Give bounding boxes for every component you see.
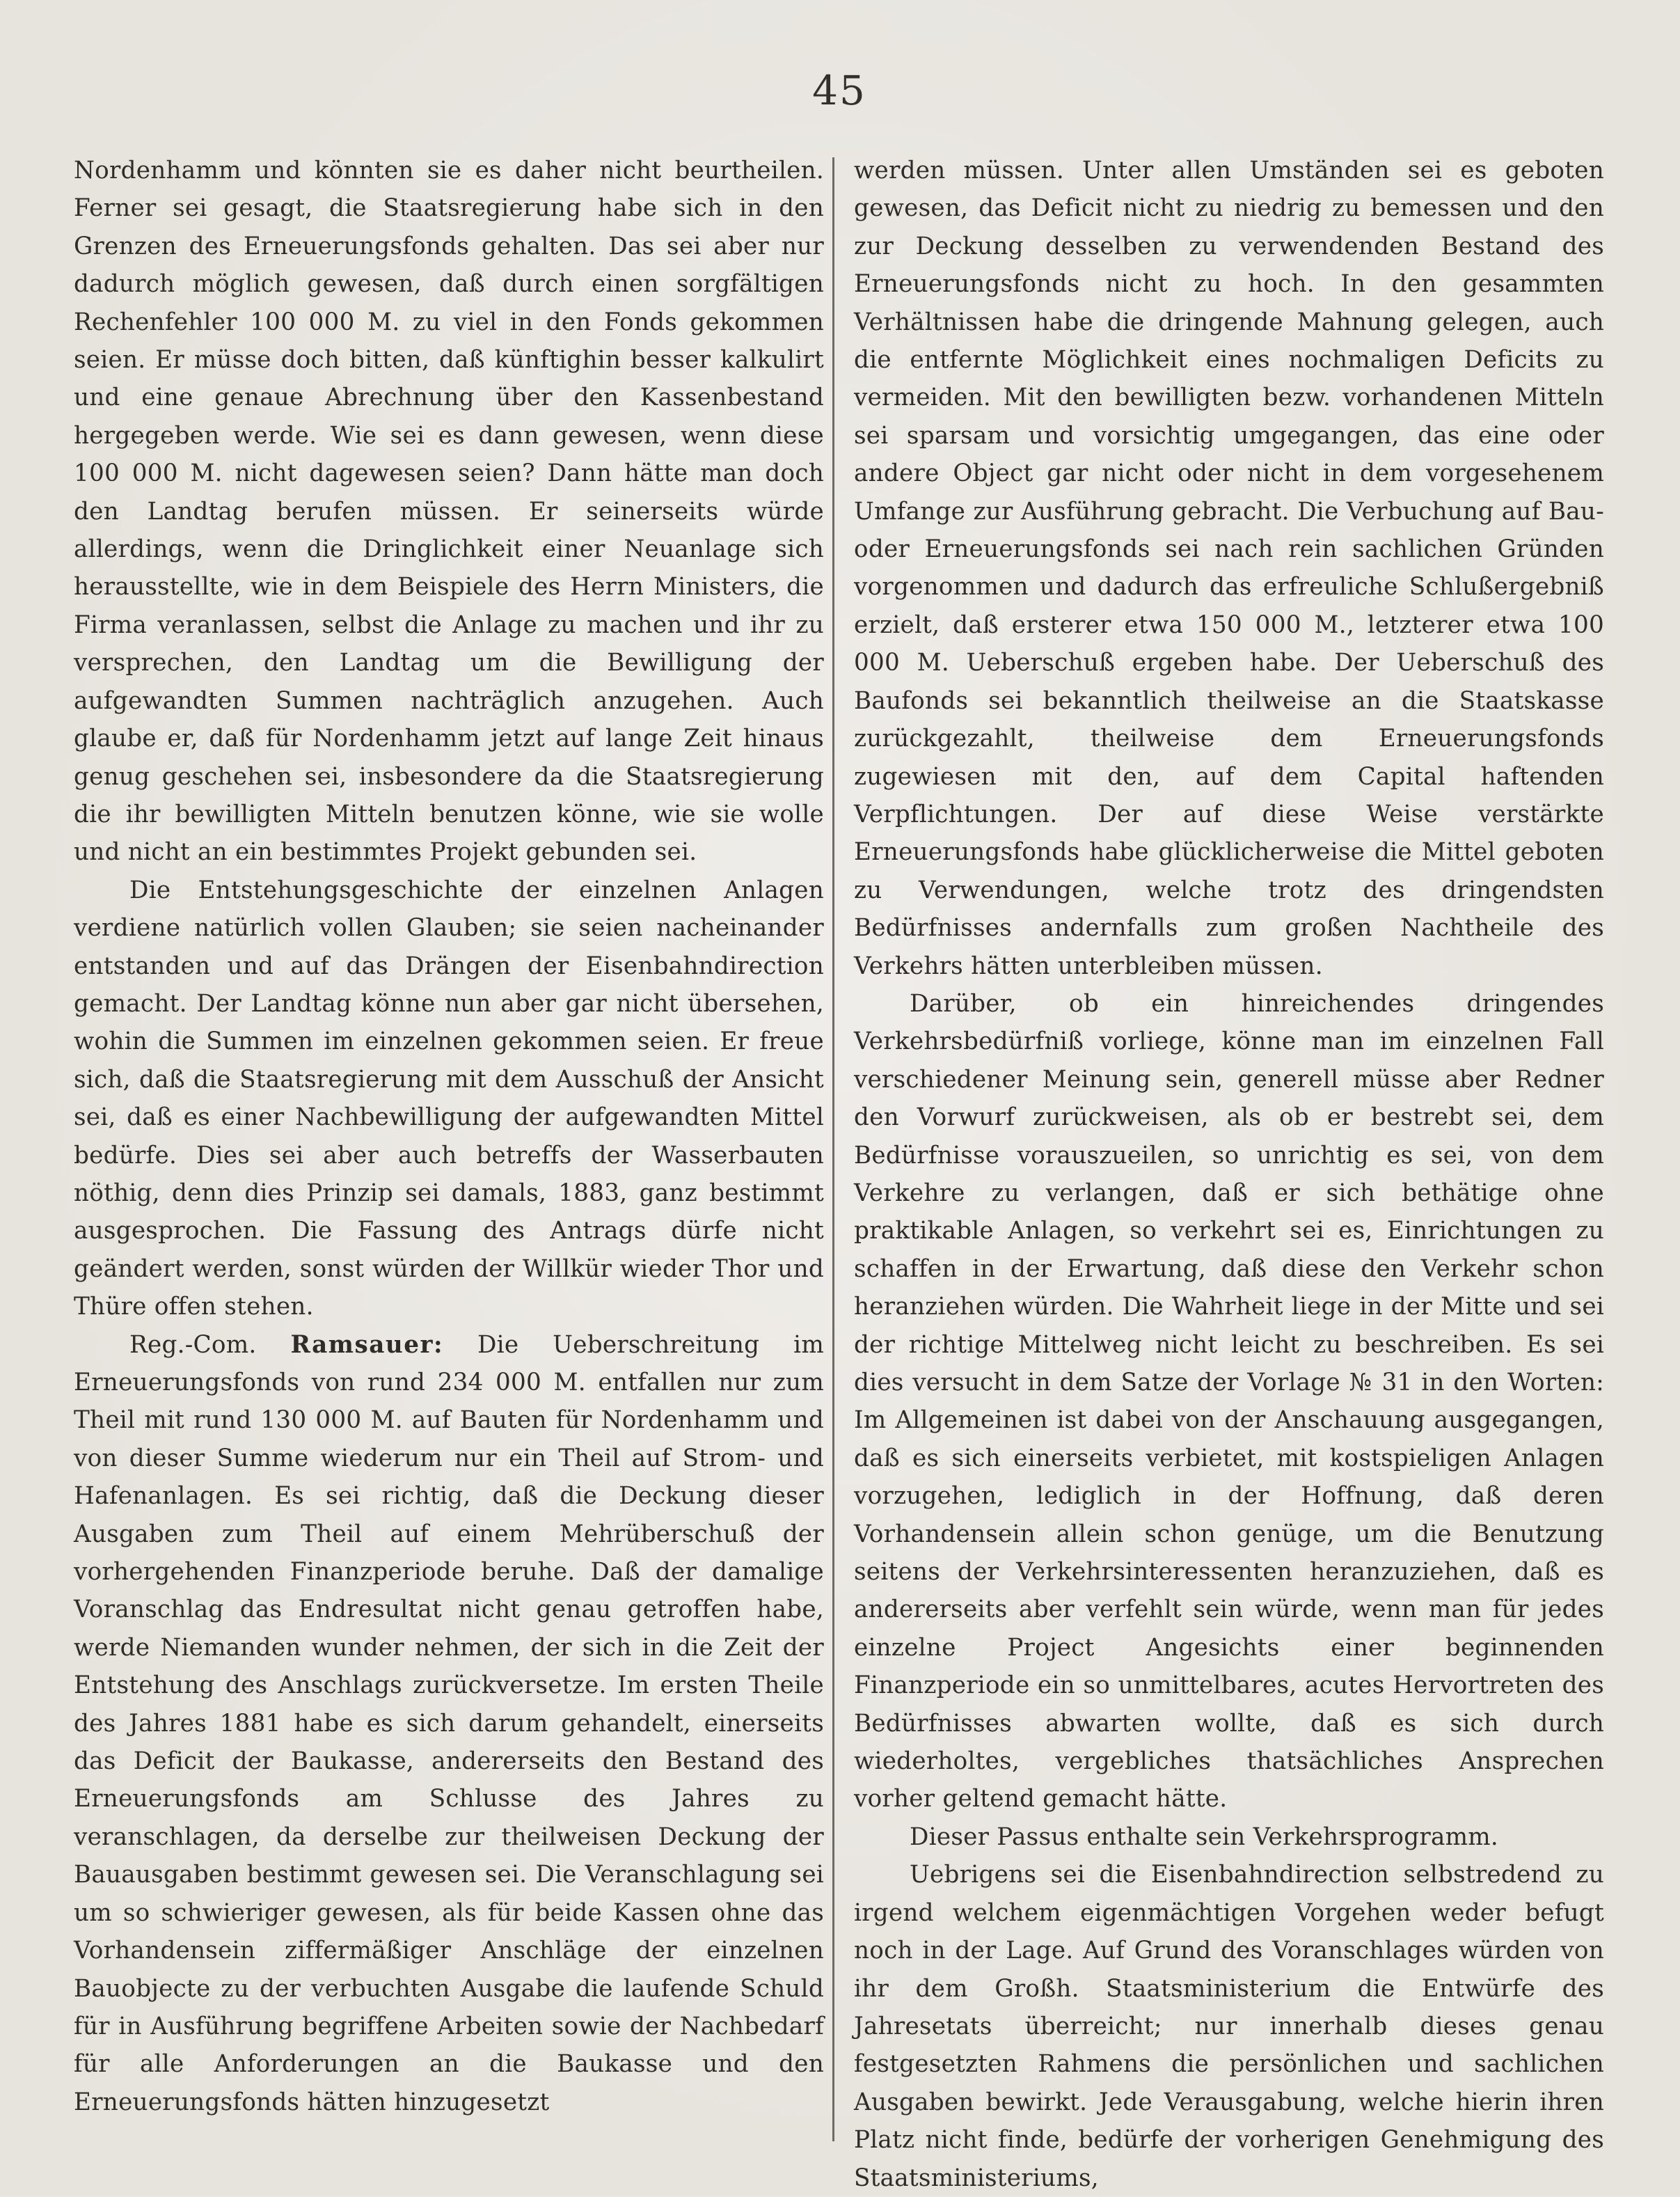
left-paragraph-1: Nordenhamm und könnten sie es daher nicht beurtheilen. Ferner sei gesagt, die Staatsregierung habe sich in den Grenzen des Erneuerungsfonds gehalten. Das sei aber nur dadurch möglich gewesen, daß durch einen sorgfältigen Rechenfehler 100 000 M. zu viel in den Fonds gekommen seien. Er müsse doch bitten, daß künftighin besser kalkulirt und eine genaue Abrechnung über den Kassenbestand hergegeben werde. Wie sei es dann gewesen, wenn diese 100 000 M. nicht dagewesen seien? Dann hätte man doch den Landtag berufen müssen. Er seinerseits würde allerdings, wenn die Dringlichkeit einer Neuanlage sich herausstellte, wie in dem Beispiele des Herrn Ministers, die Firma veranlassen, selbst die Anlage zu machen und ihr zu versprechen, den Landtag um die Bewilligung der aufgewandten Summen nachträglich anzugehen. Auch glaube er, daß für Nordenhamm jetzt auf lange Zeit hinaus genug geschehen sei, insbesondere da die Staatsregierung die ihr bewilligten Mitteln benutzen könne, wie sie wolle und nicht an ein bestimmtes Projekt gebunden sei. — [74, 157, 824, 867]
left-paragraph-3 — [74, 1326, 824, 2122]
right-paragraph-4: Uebrigens sei die Eisenbahndirection selbstredend zu irgend welchem eigenmächtigen Vorgehen weder befugt noch in der Lage. Auf Grund des Voranschlages würden von ihr dem Großh. Staatsministerium die Entwürfe des Jahresetats überreicht; nur innerhalb dieses genau festgesetzten Rahmens die persönlichen und sachlichen Ausgaben bewirkt. Jede Verausgabung, welche hierin ihren Platz nicht finde, bedürfe der vorherigen Genehmigung des Staatsministeriums, — [854, 1861, 1604, 2192]
left-paragraph-3-text: Die Ueberschreitung im Erneuerungsfonds von rund 234 000 M. entfallen nur zum Theil mit rund 130 000 M. auf Bauten für Nordenhamm und von dieser Summe wiederum nur ein Theil auf Strom- und Hafenanlagen. Es sei richtig, daß die Deckung dieser Ausgaben zum Theil auf einem Mehrüberschuß der vorhergehenden Finanzperiode beruhe. Daß der damalige Voranschlag das Endresultat nicht genau getroffen habe, werde Niemanden wunder nehmen, der sich in die Zeit der Entstehung des Anschlags zurückversetze. Im ersten Theile des Jahres 1881 habe es sich darum gehandelt, einerseits das Deficit der Baukasse, andererseits den Bestand des Erneuerungsfonds am Schlusse des Jahres zu veranschlagen, da derselbe zur theilweisen Deckung der Bauausgaben bestimmt gewesen sei. Die Veranschlagung sei um so schwieriger gewesen, als für beide Kassen ohne das Vorhandensein ziffermäßiger Anschläge der einzelnen Bauobjecte zu der verbuchten Ausgabe die laufende Schuld für in Ausführung begriffene Arbeiten sowie der Nachbedarf für alle Anforderungen an die Baukasse und den Erneuerungsfonds hätten hinzugesetzt — [74, 1330, 825, 2116]
right-paragraph-2: Darüber, ob ein hinreichendes dringendes Verkehrsbedürfniß vorliege, könne man im einzelnen Fall verschiedener Meinung sein, generell müsse aber Redner den Vorwurf zurückweisen, als ob er bestrebt sei, dem Bedürfnisse vorauszueilen, so unrichtig es sei, von dem Verkehre zu verlangen, daß er sich bethätige ohne praktikable Anlagen, so verkehrt sei es, Einrichtungen zu schaffen in der Erwartung, daß diese den Verkehr schon heranziehen würden. Die Wahrheit liege in der Mitte und sei der richtige Mittelweg nicht leicht zu beschreiben. Es sei dies versucht in dem Satze der Vorlage № 31 in den Worten: Im Allgemeinen ist dabei von der Anschauung ausgegangen, daß es sich einerseits verbietet, mit kostspieligen Anlagen vorzugehen, lediglich in der Hoffnung, daß deren Vorhandensein allein schon genüge, um die Benutzung seitens der Verkehrsinteressenten heranzuziehen, daß es andererseits aber verfehlt sein würde, wenn man für jedes einzelne Project Angesichts einer beginnenden Finanzperiode ein so unmittelbares, acutes Hervortreten des Bedürfnisses abwarten wollte, daß es sich durch wiederholtes, vergebliches thatsächliches Ansprechen vorher geltend gemacht hätte. — [854, 989, 1604, 1813]
speaker-name: Ramsauer: — [290, 1330, 444, 1359]
left-paragraph-2: Die Entstehungsgeschichte der einzelnen Anlagen verdiene natürlich vollen Glauben; sie seien nacheinander entstanden und auf das Drängen der Eisenbahndirection gemacht. Der Landtag könne nun aber gar nicht übersehen, wohin die Summen im einzelnen gekommen seien. Er freue sich, daß die Staatsregierung mit dem Ausschuß der Ansicht sei, daß es einer Nachbewilligung der aufgewandten Mittel bedürfe. Dies sei aber auch betreffs der Wasserbauten nöthig, denn dies Prinzip sei damals, 1883, ganz bestimmt ausgesprochen. Die Fassung des Antrags dürfe nicht geändert werden, sonst würden der Willkür wieder Thor und Thüre offen stehen. — [74, 876, 824, 1321]
column-divider — [832, 157, 834, 2141]
right-paragraph-3: Dieser Passus enthalte sein Verkehrsprogramm. — [910, 1822, 1499, 1851]
left-column — [74, 152, 824, 2150]
right-column — [854, 152, 1604, 2192]
right-paragraph-1: werden müssen. Unter allen Umständen sei es geboten gewesen, das Deficit nicht zu niedrig zu bemessen und den zur Deckung desselben zu verwendenden Bestand des Erneuerungsfonds nicht zu hoch. In den gesammten Verhältnissen habe die dringende Mahnung gelegen, auch die entfernte Möglichkeit eines nochmaligen Deficits zu vermeiden. Mit den bewilligten bezw. vorhandenen Mitteln sei sparsam und vorsichtig umgegangen, das eine oder andere Object gar nicht oder nicht in dem vorgesehenem Umfange zur Ausführung gebracht. Die Verbuchung auf Bau- oder Erneuerungsfonds sei nach rein sachlichen Gründen vorgenommen und dadurch das erfreuliche Schlußergebniß erzielt, daß ersterer etwa 150 000 M., letzterer etwa 100 000 M. Ueberschuß ergeben habe. Der Ueberschuß des Baufonds sei bekanntlich theilweise an die Staatskasse zurückgezahlt, theilweise dem Erneuerungsfonds zugewiesen mit den, auf dem Capital haftenden Verpflichtungen. Der auf diese Weise verstärkte Erneuerungsfonds habe glücklicherweise die Mittel geboten zu Verwendungen, welche trotz des dringendsten Bedürfnisses andernfalls zum großen Nachtheile des Verkehrs hätten unterbleiben müssen. — [854, 157, 1604, 980]
speaker-prefix: Reg.-Com. — [129, 1330, 257, 1359]
page-number: 45 — [812, 67, 866, 114]
